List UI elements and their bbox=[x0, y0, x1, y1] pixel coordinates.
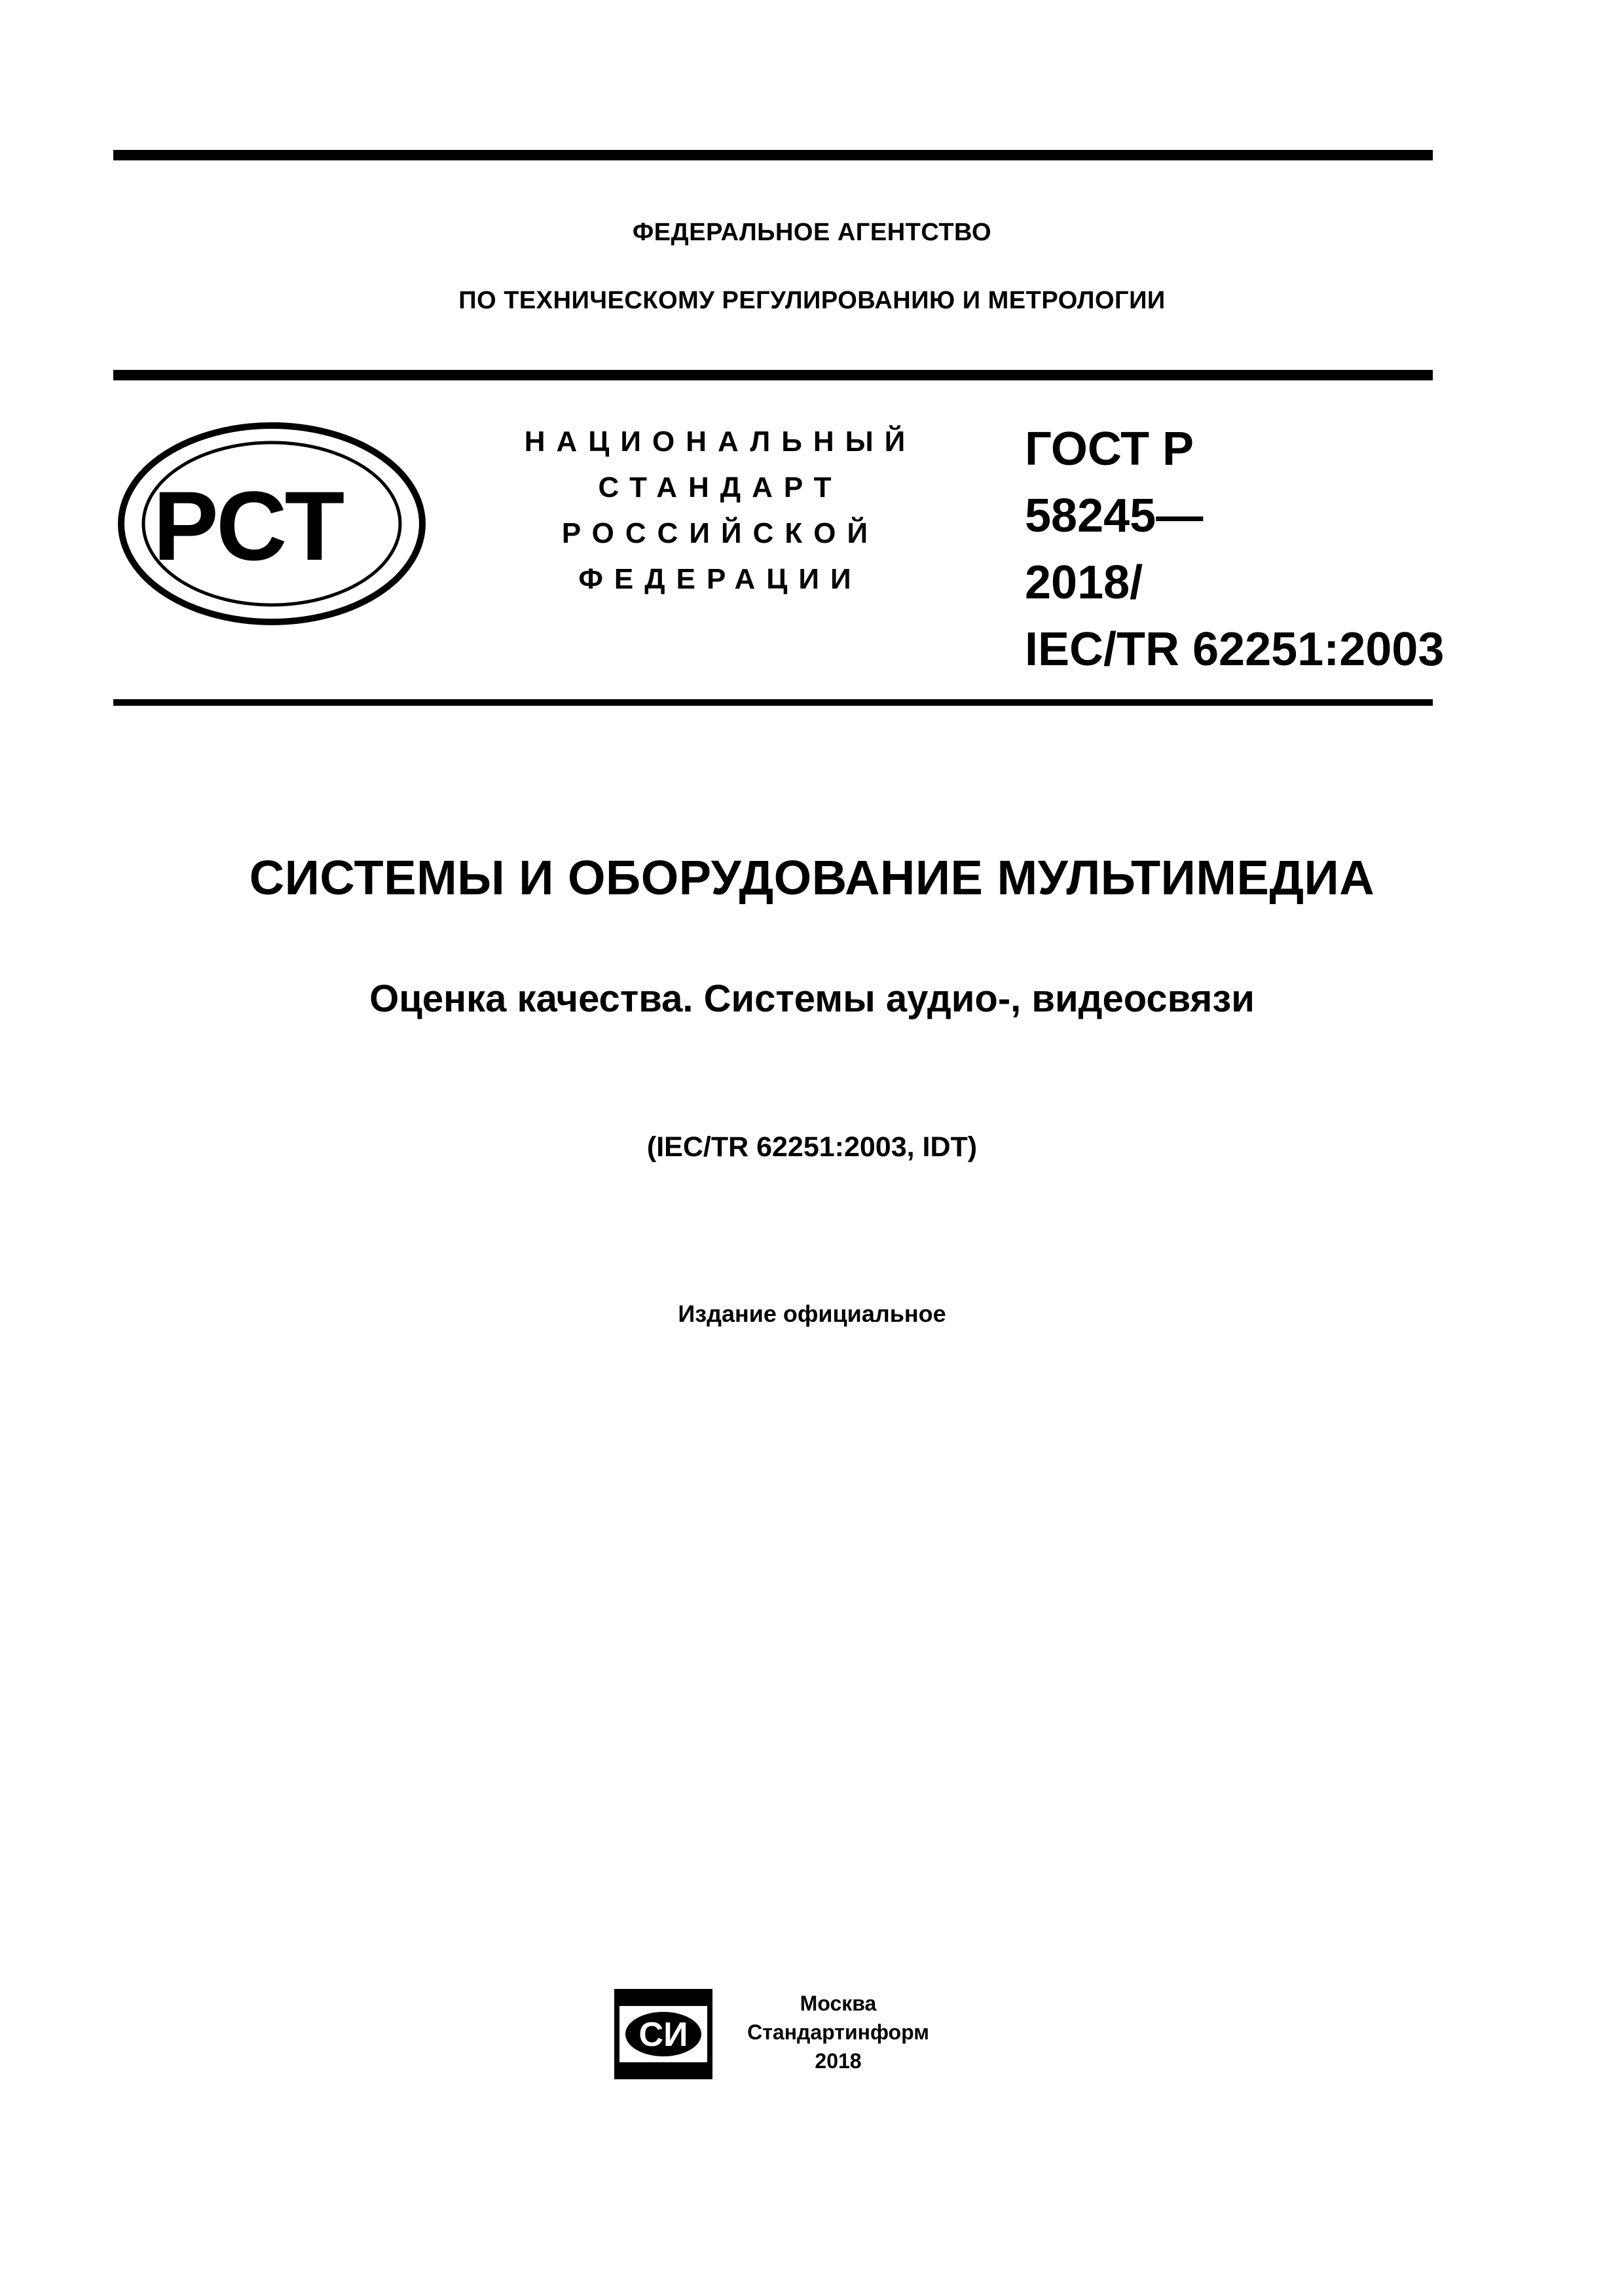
standard-designation bbox=[1025, 416, 1445, 683]
designation-line: ГОСТ Р bbox=[1025, 423, 1194, 475]
national-line: РОССИЙСКОЙ bbox=[561, 517, 879, 549]
national-standard-label bbox=[481, 419, 959, 602]
document-subtitle: Оценка качества. Системы аудио-, видеосвязи bbox=[369, 977, 1255, 1020]
svg-text:СИ: СИ bbox=[638, 2016, 688, 2054]
imprint-year: 2018 bbox=[815, 2049, 862, 2073]
agency-line-1: ФЕДЕРАЛЬНОЕ АГЕНТСТВО bbox=[632, 219, 992, 246]
standartinform-logo-icon bbox=[614, 1989, 712, 2079]
header-rule bbox=[113, 370, 1433, 380]
national-line: СТАНДАРТ bbox=[598, 471, 843, 503]
document-title: СИСТЕМЫ И ОБОРУДОВАНИЕ МУЛЬТИМЕДИА bbox=[249, 850, 1375, 905]
designation-rule bbox=[113, 699, 1433, 706]
top-rule bbox=[113, 150, 1433, 160]
edition-label: Издание официальное bbox=[678, 1300, 946, 1327]
national-line: ФЕДЕРАЦИИ bbox=[578, 563, 862, 595]
publisher-imprint bbox=[740, 1989, 936, 2075]
designation-line: 58245— bbox=[1025, 490, 1204, 542]
designation-line: IEC/TR 62251:2003 bbox=[1025, 623, 1445, 676]
agency-line-2: ПО ТЕХНИЧЕСКОМУ РЕГУЛИРОВАНИЮ И МЕТРОЛОГИИ bbox=[458, 287, 1166, 314]
svg-text:РСТ: РСТ bbox=[153, 471, 345, 581]
international-reference: (IEC/TR 62251:2003, IDT) bbox=[646, 1131, 978, 1163]
imprint-publisher: Стандартинформ bbox=[747, 2020, 929, 2044]
imprint-city: Москва bbox=[800, 1992, 877, 2015]
national-line: НАЦИОНАЛЬНЫЙ bbox=[524, 426, 917, 458]
rst-certification-mark-icon bbox=[115, 419, 429, 629]
designation-line: 2018/ bbox=[1025, 556, 1143, 609]
